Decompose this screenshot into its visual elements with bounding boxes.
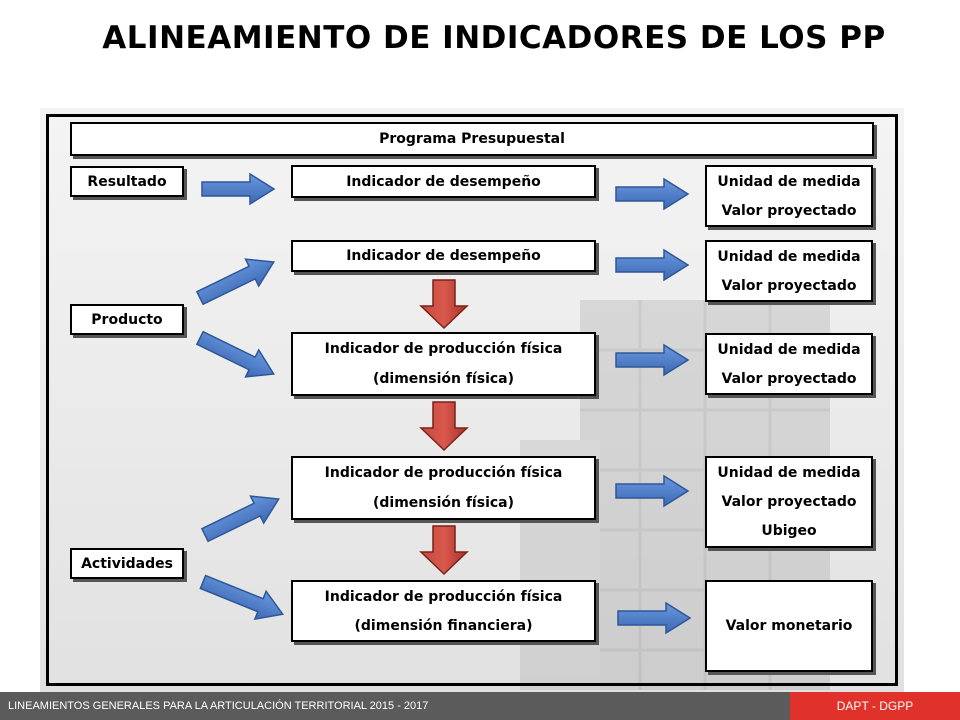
indicator-box-5	[291, 580, 596, 642]
output-4-line-2: Valor proyectado	[721, 493, 857, 510]
indicator-5-line-2: (dimensión financiera)	[354, 617, 533, 634]
indicator-5-line-1: Indicador de producción física	[324, 588, 563, 605]
producto-label: Producto	[91, 311, 163, 328]
footer-bar	[0, 692, 960, 720]
program-header-label: Programa Presupuestal	[379, 131, 565, 147]
program-header-box	[70, 122, 874, 156]
output-box-1	[705, 165, 873, 227]
slide-title: ALINEAMIENTO DE INDICADORES DE LOS PP	[102, 20, 886, 56]
indicator-box-1	[291, 165, 596, 198]
output-box-3	[705, 333, 873, 395]
indicator-3-line-2: (dimensión física)	[372, 371, 515, 387]
indicator-1-line-1: Indicador de desempeño	[346, 173, 541, 190]
indicator-3-line-1: Indicador de producción física	[324, 341, 563, 357]
output-2-line-2: Valor proyectado	[721, 277, 857, 294]
indicator-2-line-1: Indicador de desempeño	[346, 248, 541, 264]
output-4-line-1: Unidad de medida	[717, 464, 861, 481]
actividades-box	[70, 548, 184, 579]
indicator-4-line-2: (dimensión física)	[372, 495, 515, 511]
footer-right-badge: DAPT - DGPP	[790, 692, 960, 720]
indicator-box-2	[291, 240, 596, 272]
output-box-4	[705, 456, 873, 548]
output-1-line-1: Unidad de medida	[717, 173, 861, 190]
output-2-line-1: Unidad de medida	[717, 248, 861, 265]
output-box-5	[705, 580, 873, 672]
producto-box	[70, 304, 184, 335]
output-3-line-2: Valor proyectado	[721, 370, 857, 387]
output-3-line-1: Unidad de medida	[717, 341, 861, 358]
resultado-label: Resultado	[87, 173, 167, 190]
indicator-box-3	[291, 332, 596, 396]
output-1-line-2: Valor proyectado	[721, 202, 857, 219]
indicator-4-line-1: Indicador de producción física	[324, 465, 563, 481]
output-4-line-3: Ubigeo	[761, 523, 817, 540]
actividades-label: Actividades	[81, 555, 173, 572]
output-5-line-1: Valor monetario	[725, 618, 853, 634]
output-box-2	[705, 240, 873, 302]
resultado-box	[70, 166, 184, 197]
indicator-box-4	[291, 456, 596, 520]
footer-left-text: LINEAMIENTOS GENERALES PARA LA ARTICULACIÓN TERRITORIAL 2015 - 2017	[8, 700, 429, 712]
